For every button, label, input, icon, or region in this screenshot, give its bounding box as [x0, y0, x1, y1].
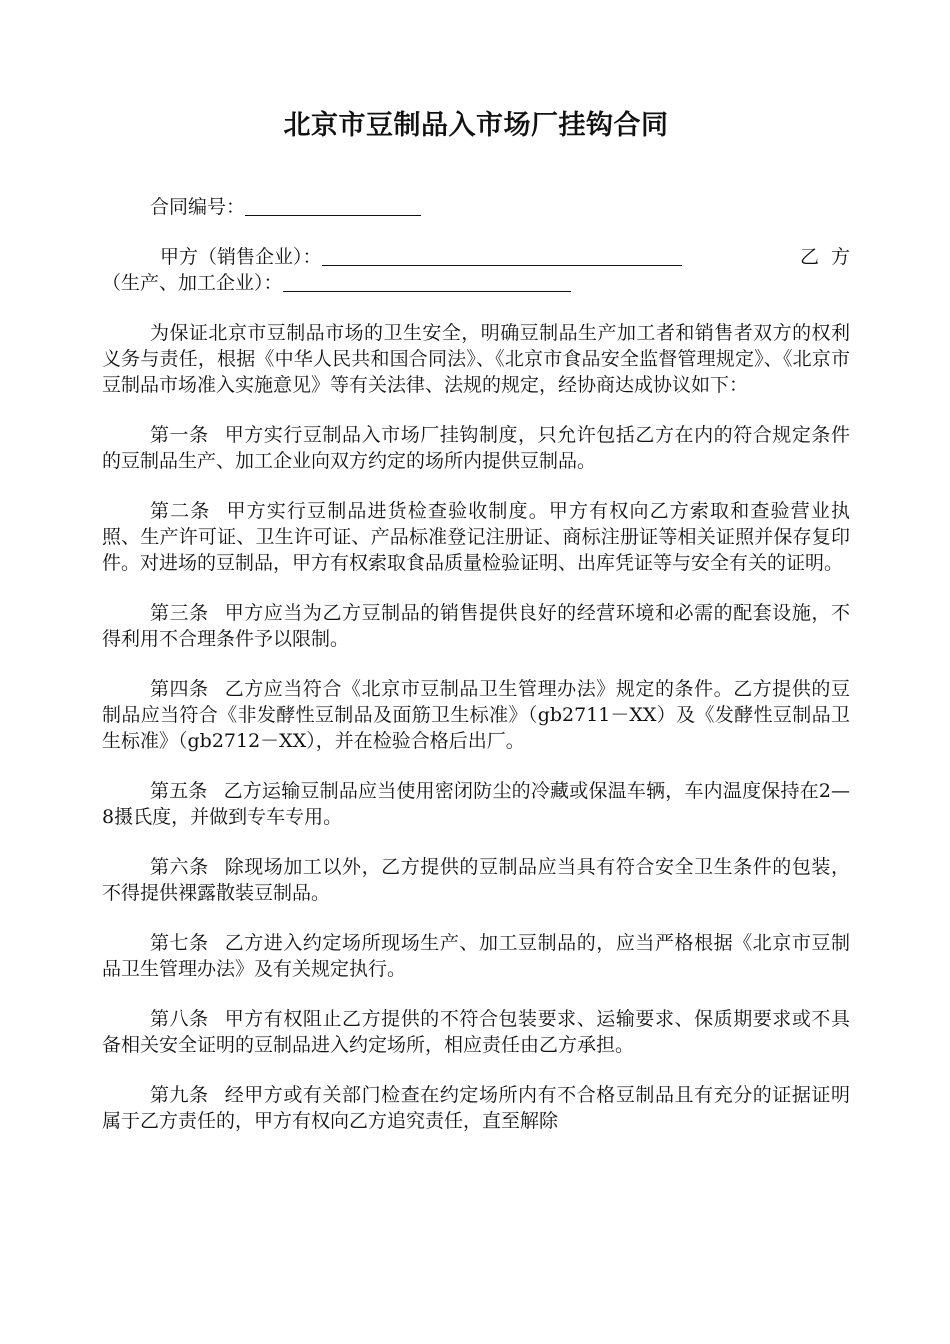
article-number: 第二条 [150, 500, 211, 522]
party-a-label: 甲方（销售企业）： [160, 246, 322, 268]
contract-number-blank [245, 195, 421, 216]
article-4 [102, 676, 850, 754]
article-text: 甲方实行豆制品进货检查验收制度。甲方有权向乙方索取和查验营业执照、生产许可证、卫生许可证、产品标准登记注册证、商标注册证等相关证照并保存复印件。对进场的豆制品，甲方有权索取食品质量检验证明、出库凭证等与安全有关的证明。 [102, 500, 850, 574]
article-text: 甲方实行豆制品入市场厂挂钩制度，只允许包括乙方在内的符合规定条件的豆制品生产、加工企业向双方约定的场所内提供豆制品。 [102, 424, 850, 472]
party-b-line [102, 270, 850, 296]
article-text: 乙方运输豆制品应当使用密闭防尘的冷藏或保温车辆，车内温度保持在2—8摄氏度，并做到专车专用。 [102, 780, 850, 828]
party-a-line [102, 244, 862, 270]
party-b-label: 乙方 [799, 246, 862, 268]
article-text: 甲方有权阻止乙方提供的不符合包装要求、运输要求、保质期要求或不具备相关安全证明的豆制品进入约定场所，相应责任由乙方承担。 [102, 1008, 850, 1056]
article-3 [102, 600, 850, 652]
article-number: 第八条 [150, 1008, 209, 1030]
article-text: 除现场加工以外，乙方提供的豆制品应当具有符合安全卫生条件的包装，不得提供裸露散装豆制品。 [102, 856, 850, 904]
article-6 [102, 854, 850, 906]
article-number: 第三条 [150, 602, 209, 624]
article-8 [102, 1006, 850, 1058]
article-9 [102, 1082, 850, 1134]
article-1 [102, 422, 850, 474]
article-text: 甲方应当为乙方豆制品的销售提供良好的经营环境和必需的配套设施，不得利用不合理条件予以限制。 [102, 602, 850, 650]
document-title: 北京市豆制品入市场厂挂钩合同 [283, 110, 669, 141]
article-2 [102, 498, 850, 576]
article-number: 第四条 [150, 678, 209, 700]
party-a-blank [322, 245, 682, 266]
preamble-paragraph: 为保证北京市豆制品市场的卫生安全，明确豆制品生产加工者和销售者双方的权利义务与责任，根据《中华人民共和国合同法》、《北京市食品安全监督管理规定》、《北京市豆制品市场准入实施意见》等有关法律、法规的规定，经协商达成协议如下： [102, 322, 850, 396]
article-number: 第七条 [150, 932, 209, 954]
article-number: 第一条 [150, 424, 209, 446]
party-b-label-cont: （生产、加工企业）： [102, 272, 283, 294]
article-text: 经甲方或有关部门检查在约定场所内有不合格豆制品且有充分的证据证明属于乙方责任的，甲方有权向乙方追究责任，直至解除 [102, 1084, 850, 1132]
article-number: 第五条 [150, 780, 208, 802]
article-7 [102, 930, 850, 982]
article-number: 第九条 [150, 1084, 209, 1106]
article-5 [102, 778, 850, 830]
article-text: 乙方进入约定场所现场生产、加工豆制品的，应当严格根据《北京市豆制品卫生管理办法》及有关规定执行。 [102, 932, 850, 980]
article-number: 第六条 [150, 856, 209, 878]
party-b-blank [283, 271, 571, 292]
contract-number-label: 合同编号： [150, 196, 246, 218]
contract-number-line [102, 194, 850, 220]
article-text: 乙方应当符合《北京市豆制品卫生管理办法》规定的条件。乙方提供的豆制品应当符合《非发酵性豆制品及面筋卫生标准》（gb2711－XX）及《发酵性豆制品卫生标准》（gb2712－XX），并在检验合格后出厂。 [102, 678, 850, 752]
parties-block [102, 244, 862, 296]
